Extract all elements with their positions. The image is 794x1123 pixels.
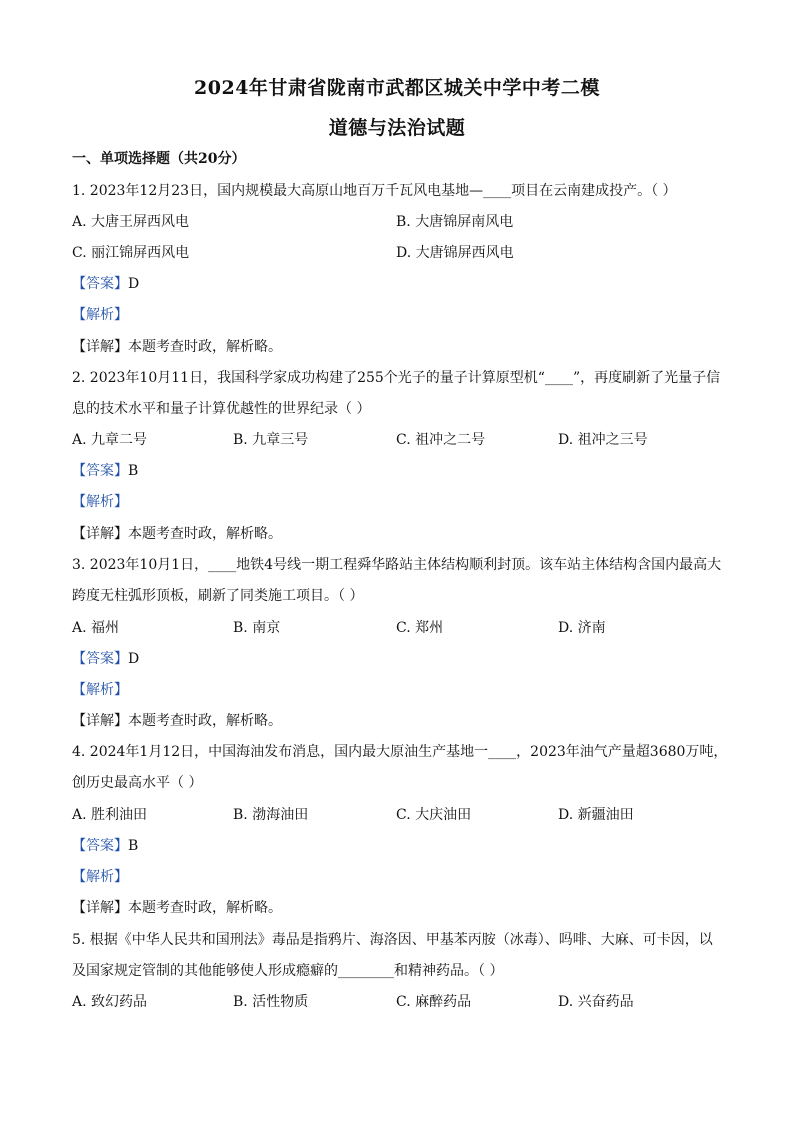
q1-option-c: C. 丽江锦屏西风电 bbox=[72, 245, 190, 261]
question-1-stem: 1. 2023年12月23日，国内规模最大高原山地百万千瓦风电基地—____项目在云南建成投产。（ ） bbox=[72, 183, 677, 199]
detail-label: 【详解】 bbox=[72, 713, 128, 729]
q1-analysis bbox=[72, 305, 128, 325]
q3-option-d: D. 济南 bbox=[558, 620, 606, 636]
q2-analysis bbox=[72, 492, 128, 512]
answer-label: 【答案】 bbox=[72, 838, 128, 854]
answer-label: 【答案】 bbox=[72, 651, 128, 667]
q2-option-d: D. 祖冲之三号 bbox=[558, 432, 648, 448]
q1-option-d: D. 大唐锦屏西风电 bbox=[396, 245, 514, 261]
q2-answer bbox=[72, 461, 138, 481]
analysis-label: 【解析】 bbox=[72, 307, 128, 323]
q3-analysis bbox=[72, 680, 128, 700]
q2-option-b: B. 九章三号 bbox=[233, 432, 309, 448]
question-3-stem-line2: 跨度无柱弧形顶板，刷新了同类施工项目。（ ） bbox=[72, 588, 364, 604]
detail-text: 本题考查时政，解析略。 bbox=[128, 900, 282, 916]
q4-detail bbox=[72, 898, 282, 918]
answer-value: D bbox=[128, 651, 140, 667]
q3-detail bbox=[72, 711, 282, 731]
question-5-stem-line2: 及国家规定管制的其他能够使人形成瘾癖的________和精神药品。（ ） bbox=[72, 963, 504, 979]
q4-answer bbox=[72, 836, 138, 856]
q2-option-a: A. 九章二号 bbox=[72, 432, 148, 448]
analysis-label: 【解析】 bbox=[72, 869, 128, 885]
answer-value: B bbox=[128, 463, 139, 479]
analysis-label: 【解析】 bbox=[72, 494, 128, 510]
question-3-stem-line1: 3. 2023年10月1日，____地铁4号线一期工程舜华路站主体结构顺利封顶。该车站主体结构含国内最高大 bbox=[72, 557, 722, 573]
q5-option-a: A. 致幻药品 bbox=[72, 994, 148, 1010]
q1-option-b: B. 大唐锦屏南风电 bbox=[396, 214, 514, 230]
section-heading: 一、单项选择题（共20分） bbox=[72, 151, 246, 167]
q5-option-d: D. 兴奋药品 bbox=[558, 994, 634, 1010]
q4-option-c: C. 大庆油田 bbox=[396, 807, 472, 823]
q1-answer bbox=[72, 274, 139, 294]
analysis-label: 【解析】 bbox=[72, 682, 128, 698]
q2-option-c: C. 祖冲之二号 bbox=[396, 432, 486, 448]
q5-option-c: C. 麻醉药品 bbox=[396, 994, 472, 1010]
q2-detail bbox=[72, 524, 282, 544]
q4-option-b: B. 渤海油田 bbox=[233, 807, 309, 823]
q3-answer bbox=[72, 649, 139, 669]
question-4-stem-line2: 创历史最高水平（ ） bbox=[72, 775, 203, 791]
answer-label: 【答案】 bbox=[72, 463, 128, 479]
question-5-stem-line1: 5. 根据《中华人民共和国刑法》毒品是指鸦片、海洛因、甲基苯丙胺（冰毒）、吗啡、大麻、可卡因，以 bbox=[72, 932, 713, 948]
page-subtitle: 道德与法治试题 bbox=[328, 117, 466, 139]
detail-label: 【详解】 bbox=[72, 900, 128, 916]
q3-option-a: A. 福州 bbox=[72, 620, 120, 636]
q1-detail bbox=[72, 337, 282, 357]
question-4-stem-line1: 4. 2024年1月12日，中国海油发布消息，国内最大原油生产基地一____，2023年油气产量超3680万吨， bbox=[72, 744, 728, 760]
q5-option-b: B. 活性物质 bbox=[233, 994, 309, 1010]
answer-label: 【答案】 bbox=[72, 276, 128, 292]
q4-analysis bbox=[72, 867, 128, 887]
q3-option-b: B. 南京 bbox=[233, 620, 281, 636]
question-2-stem-line1: 2. 2023年10月11日，我国科学家成功构建了255个光子的量子计算原型机“____”，再度刷新了光量子信 bbox=[72, 370, 721, 386]
answer-value: D bbox=[128, 276, 140, 292]
page-title: 2024年甘肃省陇南市武都区城关中学中考二模 bbox=[194, 77, 600, 99]
answer-value: B bbox=[128, 838, 139, 854]
q4-option-d: D. 新疆油田 bbox=[558, 807, 634, 823]
detail-label: 【详解】 bbox=[72, 526, 128, 542]
question-2-stem-line2: 息的技术水平和量子计算优越性的世界纪录（ ） bbox=[72, 401, 371, 417]
q1-option-a: A. 大唐王屏西风电 bbox=[72, 214, 190, 230]
q3-option-c: C. 郑州 bbox=[396, 620, 444, 636]
detail-text: 本题考查时政，解析略。 bbox=[128, 339, 282, 355]
detail-text: 本题考查时政，解析略。 bbox=[128, 526, 282, 542]
detail-label: 【详解】 bbox=[72, 339, 128, 355]
detail-text: 本题考查时政，解析略。 bbox=[128, 713, 282, 729]
q4-option-a: A. 胜利油田 bbox=[72, 807, 148, 823]
